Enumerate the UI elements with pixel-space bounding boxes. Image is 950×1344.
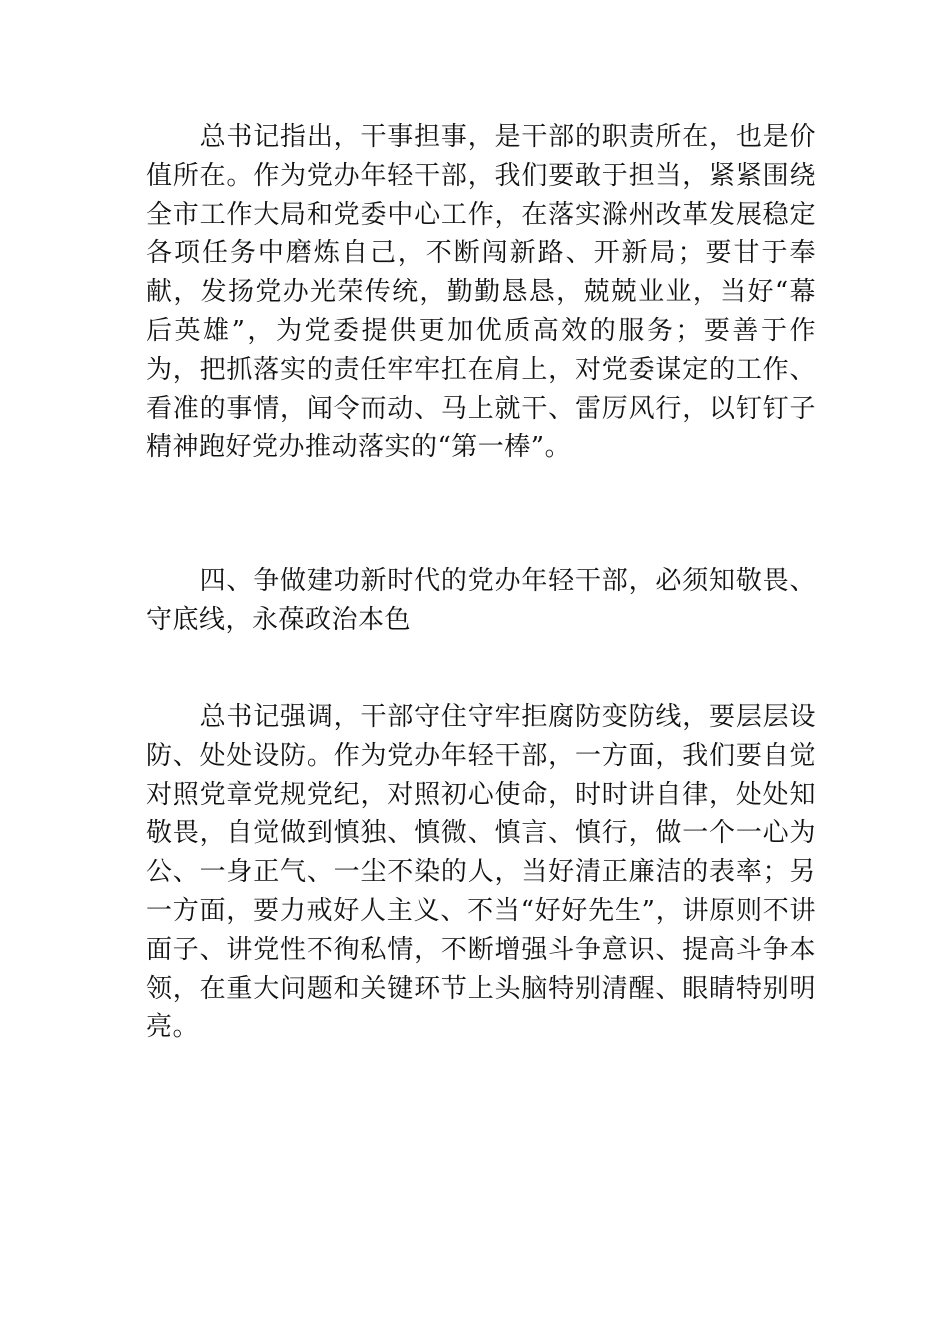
paragraph-cadre-responsibility: 总书记指出，干事担事，是干部的职责所在，也是价值所在。作为党办年轻干部，我们要敢于担当，紧紧围绕全市工作大局和党委中心工作，在落实滁州改革发展稳定各项任务中磨炼自己，不断闯新路、开新局；要甘于奉献，发扬党办光荣传统，勤勤恳恳，兢兢业业，当好“幕后英雄”，为党委提供更加优质高效的服务；要善于作为，把抓落实的责任牢牢扛在肩上，对党委谋定的工作、看准的事情，闻令而动、马上就干、雷厉风行，以钉钉子精神跑好党办推动落实的“第一棒”。 — [146, 122, 816, 463]
section-heading-four: 四、争做建功新时代的党办年轻干部，必须知敬畏、守底线，永葆政治本色 — [146, 566, 816, 635]
paragraph-integrity: 总书记强调，干部守住守牢拒腐防变防线，要层层设防、处处设防。作为党办年轻干部，一方面，我们要自觉对照党章党规党纪，对照初心使命，时时讲自律，处处知敬畏，自觉做到慎独、慎微、慎言、慎行，做一个一心为公、一身正气、一尘不染的人，当好清正廉洁的表率；另一方面，要力戒好人主义、不当“好好先生”，讲原则不讲面子、讲党性不徇私情，不断增强斗争意识、提高斗争本领，在重大问题和关键环节上头脑特别清醒、眼睛特别明亮。 — [146, 702, 816, 1043]
